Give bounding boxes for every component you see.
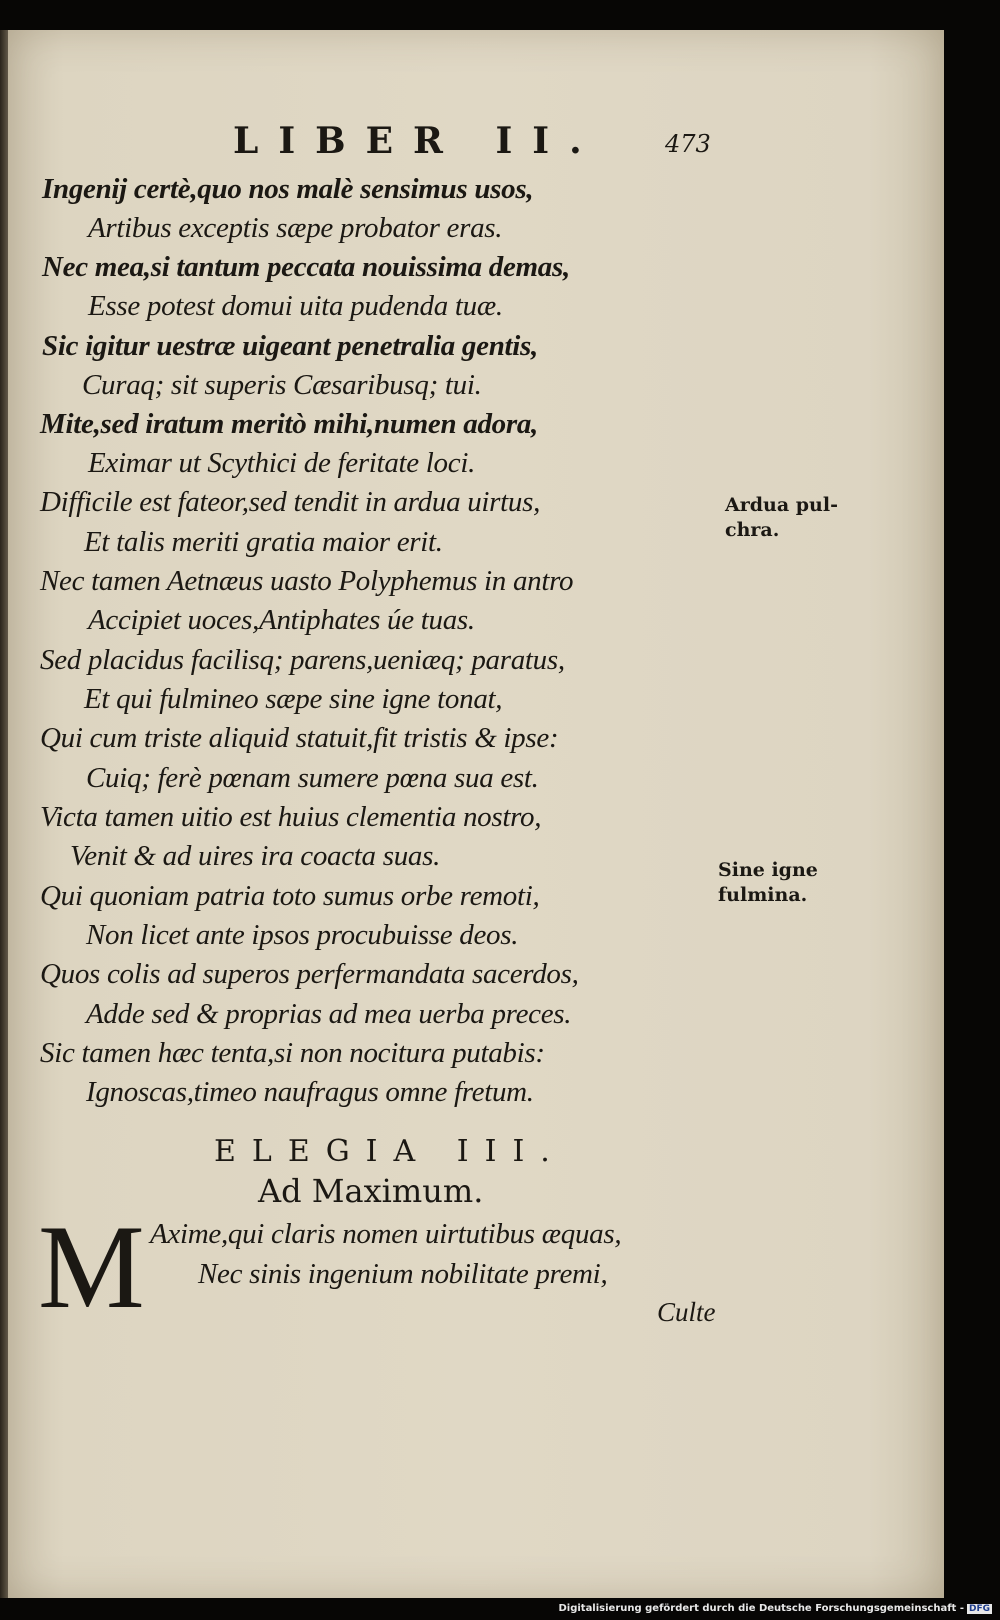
- verse-line: Victa tamen uitio est huius clementia nostro,: [40, 801, 542, 833]
- verse-line: Sic igitur uestræ uigeant penetralia gentis,: [42, 330, 538, 362]
- elegy-line: Nec sinis ingenium nobilitate premi,: [198, 1258, 608, 1290]
- marginal-note-ardua: [725, 493, 838, 543]
- drop-cap-initial: M: [38, 1200, 145, 1333]
- verse-line: Nec mea,si tantum peccata nouissima demas,: [42, 251, 570, 283]
- verse-line: Et talis meriti gratia maior erit.: [84, 526, 443, 558]
- verse-line: Eximar ut Scythici de feritate loci.: [88, 447, 476, 479]
- catchword: Culte: [657, 1297, 716, 1327]
- verse-line: Ignoscas,timeo naufragus omne fretum.: [86, 1076, 534, 1108]
- verse-line: Cuiq; ferè pœnam sumere pœna sua est.: [86, 762, 539, 794]
- verse-line: Et qui fulmineo sæpe sine igne tonat,: [84, 683, 503, 715]
- dfg-logo: DFG: [968, 1604, 990, 1614]
- marginal-note-line: Ardua pul-: [725, 494, 838, 516]
- verse-line: Qui cum triste aliquid statuit,fit tristis & ipse:: [40, 722, 559, 754]
- running-head-title: LIBER II.: [233, 120, 602, 162]
- marginal-note-sine-igne: [718, 858, 818, 908]
- marginal-note-line: Sine igne: [718, 859, 818, 881]
- marginal-note-line: fulmina.: [718, 884, 808, 906]
- elegy-title: ELEGIA III.: [214, 1134, 566, 1169]
- verse-line: Mite,sed iratum meritò mihi,numen adora,: [40, 408, 538, 440]
- verse-line: Qui quoniam patria toto sumus orbe remoti,: [40, 880, 540, 912]
- credit-text: Digitalisierung gefördert durch die Deutsche Forschungsgemeinschaft -: [558, 1603, 964, 1614]
- page-number: 473: [665, 130, 711, 158]
- verse-line: Accipiet uoces,Antiphates úe tuas.: [88, 604, 475, 636]
- marginal-note-line: chra.: [725, 519, 780, 541]
- digitization-credit: [558, 1603, 992, 1614]
- verse-line: Ingenij certè,quo nos malè sensimus usos,: [42, 173, 534, 205]
- verse-line: Adde sed & proprias ad mea uerba preces.: [86, 998, 572, 1030]
- verse-line: Nec tamen Aetnæus uasto Polyphemus in antro: [40, 565, 574, 597]
- verse-line: Artibus exceptis sæpe probator eras.: [88, 212, 503, 244]
- verse-line: Non licet ante ipsos procubuisse deos.: [86, 919, 519, 951]
- verse-line: Quos colis ad superos perfermandata sacerdos,: [40, 958, 579, 990]
- verse-line: Sed placidus facilisq; parens,ueniæq; paratus,: [40, 644, 565, 676]
- verse-line: Venit & ad uires ira coacta suas.: [70, 840, 441, 872]
- verse-line: Difficile est fateor,sed tendit in ardua uirtus,: [40, 486, 541, 518]
- elegy-line: Axime,qui claris nomen uirtutibus æquas,: [150, 1218, 622, 1250]
- verse-line: Sic tamen hæc tenta,si non nocitura putabis:: [40, 1037, 545, 1069]
- verse-line: Curaq; sit superis Cæsaribusq; tui.: [82, 369, 482, 401]
- verse-line: Esse potest domui uita pudenda tuæ.: [88, 290, 503, 322]
- elegy-subtitle: Ad Maximum.: [258, 1172, 484, 1210]
